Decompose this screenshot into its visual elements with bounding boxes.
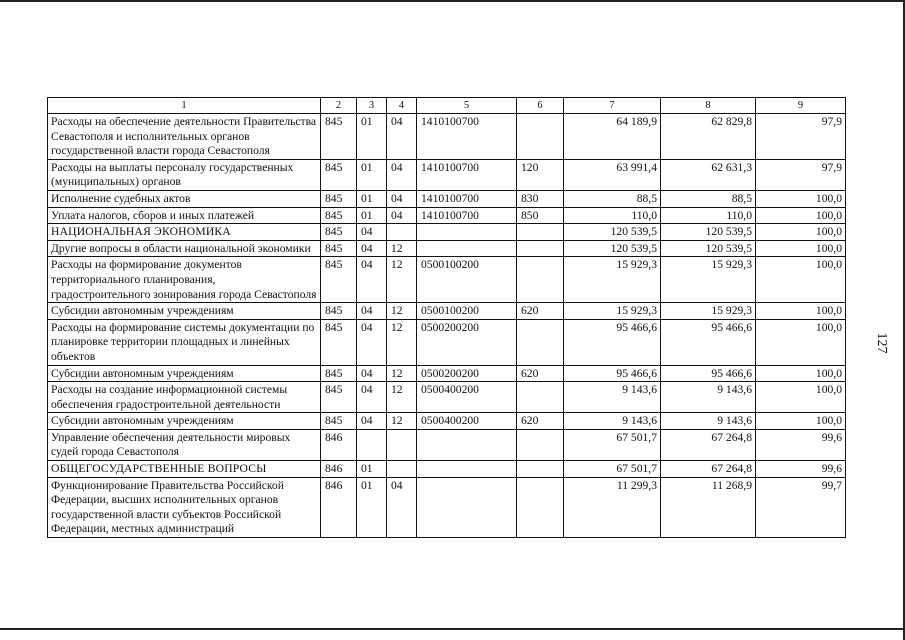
execution-percent-cell: 97,9 [756, 114, 846, 160]
expense-type-cell [517, 224, 564, 241]
table-row [48, 159, 846, 190]
expense-type-cell [517, 319, 564, 365]
table-row [48, 303, 846, 320]
expense-type-cell: 620 [517, 413, 564, 430]
item-name-cell: Исполнение судебных актов [48, 190, 321, 207]
target-article-cell: 0500200200 [417, 365, 517, 382]
target-article-cell: 0500100200 [417, 257, 517, 303]
header-cell: 4 [387, 98, 417, 114]
executed-amount-cell: 15 929,3 [661, 303, 756, 320]
scan-border-bottom [0, 628, 905, 630]
table-row [48, 240, 846, 257]
expense-type-cell [517, 240, 564, 257]
execution-percent-cell: 100,0 [756, 365, 846, 382]
item-name-cell: Субсидии автономным учреждениям [48, 303, 321, 320]
executed-amount-cell: 120 539,5 [661, 224, 756, 241]
item-name-cell: Уплата налогов, сборов и иных платежей [48, 207, 321, 224]
execution-percent-cell: 99,6 [756, 429, 846, 460]
executed-amount-cell: 15 929,3 [661, 257, 756, 303]
subsection-code-cell: 04 [387, 190, 417, 207]
executed-amount-cell: 62 631,3 [661, 159, 756, 190]
section-code-cell: 01 [357, 159, 387, 190]
expense-type-cell: 830 [517, 190, 564, 207]
header-cell: 2 [321, 98, 357, 114]
subsection-code-cell: 04 [387, 114, 417, 160]
item-name-cell: Управление обеспечения деятельности мировых судей города Севастополя [48, 429, 321, 460]
item-name-cell: Другие вопросы в области национальной экономики [48, 240, 321, 257]
executed-amount-cell: 95 466,6 [661, 365, 756, 382]
table-row [48, 413, 846, 430]
section-code-cell: 01 [357, 190, 387, 207]
ministry-code-cell: 845 [321, 224, 357, 241]
table-row [48, 365, 846, 382]
table-row [48, 429, 846, 460]
section-code-cell: 01 [357, 461, 387, 478]
ministry-code-cell: 845 [321, 303, 357, 320]
execution-percent-cell: 100,0 [756, 413, 846, 430]
execution-percent-cell: 100,0 [756, 224, 846, 241]
planned-amount-cell: 95 466,6 [564, 319, 661, 365]
subsection-code-cell: 04 [387, 477, 417, 537]
subsection-code-cell: 12 [387, 303, 417, 320]
ministry-code-cell: 845 [321, 190, 357, 207]
ministry-code-cell: 845 [321, 240, 357, 257]
planned-amount-cell: 9 143,6 [564, 413, 661, 430]
executed-amount-cell: 110,0 [661, 207, 756, 224]
target-article-cell [417, 240, 517, 257]
scan-border-top [0, 0, 905, 2]
execution-percent-cell: 99,6 [756, 461, 846, 478]
header-cell: 7 [564, 98, 661, 114]
section-code-cell: 04 [357, 240, 387, 257]
expense-type-cell: 620 [517, 365, 564, 382]
item-name-cell: Расходы на формирование документов территориального планирования, градостроительного зонирования города Севастополя [48, 257, 321, 303]
header-cell: 3 [357, 98, 387, 114]
expense-type-cell [517, 429, 564, 460]
expense-type-cell: 120 [517, 159, 564, 190]
table-row [48, 461, 846, 478]
execution-percent-cell: 100,0 [756, 319, 846, 365]
planned-amount-cell: 120 539,5 [564, 240, 661, 257]
ministry-code-cell: 846 [321, 429, 357, 460]
planned-amount-cell: 67 501,7 [564, 461, 661, 478]
target-article-cell: 1410100700 [417, 114, 517, 160]
target-article-cell: 0500400200 [417, 413, 517, 430]
section-code-cell: 04 [357, 303, 387, 320]
executed-amount-cell: 9 143,6 [661, 413, 756, 430]
subsection-code-cell [387, 461, 417, 478]
subsection-code-cell: 12 [387, 257, 417, 303]
execution-percent-cell: 100,0 [756, 257, 846, 303]
table-row [48, 382, 846, 413]
target-article-cell: 0500100200 [417, 303, 517, 320]
section-code-cell: 04 [357, 224, 387, 241]
section-code-cell: 04 [357, 257, 387, 303]
item-name-cell: ОБЩЕГОСУДАРСТВЕННЫЕ ВОПРОСЫ [48, 461, 321, 478]
ministry-code-cell: 845 [321, 114, 357, 160]
table-row [48, 319, 846, 365]
subsection-code-cell [387, 224, 417, 241]
header-cell: 8 [661, 98, 756, 114]
execution-percent-cell: 100,0 [756, 190, 846, 207]
table-row [48, 114, 846, 160]
section-code-cell: 01 [357, 207, 387, 224]
executed-amount-cell: 95 466,6 [661, 319, 756, 365]
target-article-cell [417, 429, 517, 460]
expense-type-cell [517, 114, 564, 160]
item-name-cell: Расходы на обеспечение деятельности Правительства Севастополя и исполнительных органов государственной власти города Севастополя [48, 114, 321, 160]
ministry-code-cell: 846 [321, 461, 357, 478]
ministry-code-cell: 845 [321, 319, 357, 365]
expense-type-cell: 850 [517, 207, 564, 224]
expense-type-cell: 620 [517, 303, 564, 320]
planned-amount-cell: 11 299,3 [564, 477, 661, 537]
planned-amount-cell: 88,5 [564, 190, 661, 207]
target-article-cell: 1410100700 [417, 207, 517, 224]
planned-amount-cell: 110,0 [564, 207, 661, 224]
execution-percent-cell: 100,0 [756, 382, 846, 413]
target-article-cell: 1410100700 [417, 159, 517, 190]
table-row [48, 207, 846, 224]
item-name-cell: Расходы на создание информационной системы обеспечения градостроительной деятельности [48, 382, 321, 413]
planned-amount-cell: 15 929,3 [564, 257, 661, 303]
planned-amount-cell: 67 501,7 [564, 429, 661, 460]
header-cell: 5 [417, 98, 517, 114]
section-code-cell: 04 [357, 365, 387, 382]
planned-amount-cell: 15 929,3 [564, 303, 661, 320]
subsection-code-cell: 04 [387, 159, 417, 190]
planned-amount-cell: 120 539,5 [564, 224, 661, 241]
target-article-cell: 1410100700 [417, 190, 517, 207]
subsection-code-cell: 12 [387, 319, 417, 365]
item-name-cell: НАЦИОНАЛЬНАЯ ЭКОНОМИКА [48, 224, 321, 241]
ministry-code-cell: 845 [321, 257, 357, 303]
execution-percent-cell: 100,0 [756, 207, 846, 224]
section-code-cell: 04 [357, 413, 387, 430]
table-row [48, 477, 846, 537]
expense-type-cell [517, 477, 564, 537]
subsection-code-cell: 12 [387, 382, 417, 413]
table-row [48, 257, 846, 303]
item-name-cell: Функционирование Правительства Российской Федерации, высших исполнительных органов государственной власти субъектов Российской Федерации, местных администраций [48, 477, 321, 537]
item-name-cell: Расходы на формирование системы документации по планировке территории площадных и линейных объектов [48, 319, 321, 365]
item-name-cell: Субсидии автономным учреждениям [48, 365, 321, 382]
section-code-cell [357, 429, 387, 460]
ministry-code-cell: 845 [321, 365, 357, 382]
header-cell: 1 [48, 98, 321, 114]
subsection-code-cell: 12 [387, 240, 417, 257]
header-cell: 6 [517, 98, 564, 114]
ministry-code-cell: 845 [321, 413, 357, 430]
executed-amount-cell: 62 829,8 [661, 114, 756, 160]
planned-amount-cell: 63 991,4 [564, 159, 661, 190]
section-code-cell: 04 [357, 382, 387, 413]
execution-percent-cell: 97,9 [756, 159, 846, 190]
expense-type-cell [517, 461, 564, 478]
subsection-code-cell: 04 [387, 207, 417, 224]
expense-type-cell [517, 257, 564, 303]
planned-amount-cell: 9 143,6 [564, 382, 661, 413]
target-article-cell [417, 224, 517, 241]
section-code-cell: 01 [357, 477, 387, 537]
subsection-code-cell [387, 429, 417, 460]
executed-amount-cell: 88,5 [661, 190, 756, 207]
ministry-code-cell: 845 [321, 207, 357, 224]
ministry-code-cell: 846 [321, 477, 357, 537]
execution-percent-cell: 100,0 [756, 303, 846, 320]
executed-amount-cell: 9 143,6 [661, 382, 756, 413]
subsection-code-cell: 12 [387, 413, 417, 430]
ministry-code-cell: 845 [321, 382, 357, 413]
executed-amount-cell: 67 264,8 [661, 461, 756, 478]
planned-amount-cell: 95 466,6 [564, 365, 661, 382]
page-number: 127 [874, 332, 889, 354]
table-row [48, 224, 846, 241]
executed-amount-cell: 11 268,9 [661, 477, 756, 537]
target-article-cell: 0500200200 [417, 319, 517, 365]
executed-amount-cell: 120 539,5 [661, 240, 756, 257]
ministry-code-cell: 845 [321, 159, 357, 190]
subsection-code-cell: 12 [387, 365, 417, 382]
header-row [48, 98, 846, 114]
execution-percent-cell: 99,7 [756, 477, 846, 537]
section-code-cell: 04 [357, 319, 387, 365]
item-name-cell: Субсидии автономным учреждениям [48, 413, 321, 430]
header-cell: 9 [756, 98, 846, 114]
target-article-cell [417, 461, 517, 478]
target-article-cell: 0500400200 [417, 382, 517, 413]
section-code-cell: 01 [357, 114, 387, 160]
planned-amount-cell: 64 189,9 [564, 114, 661, 160]
target-article-cell [417, 477, 517, 537]
execution-percent-cell: 100,0 [756, 240, 846, 257]
item-name-cell: Расходы на выплаты персоналу государственных (муниципальных) органов [48, 159, 321, 190]
table-row [48, 190, 846, 207]
budget-table [47, 97, 846, 538]
executed-amount-cell: 67 264,8 [661, 429, 756, 460]
expense-type-cell [517, 382, 564, 413]
